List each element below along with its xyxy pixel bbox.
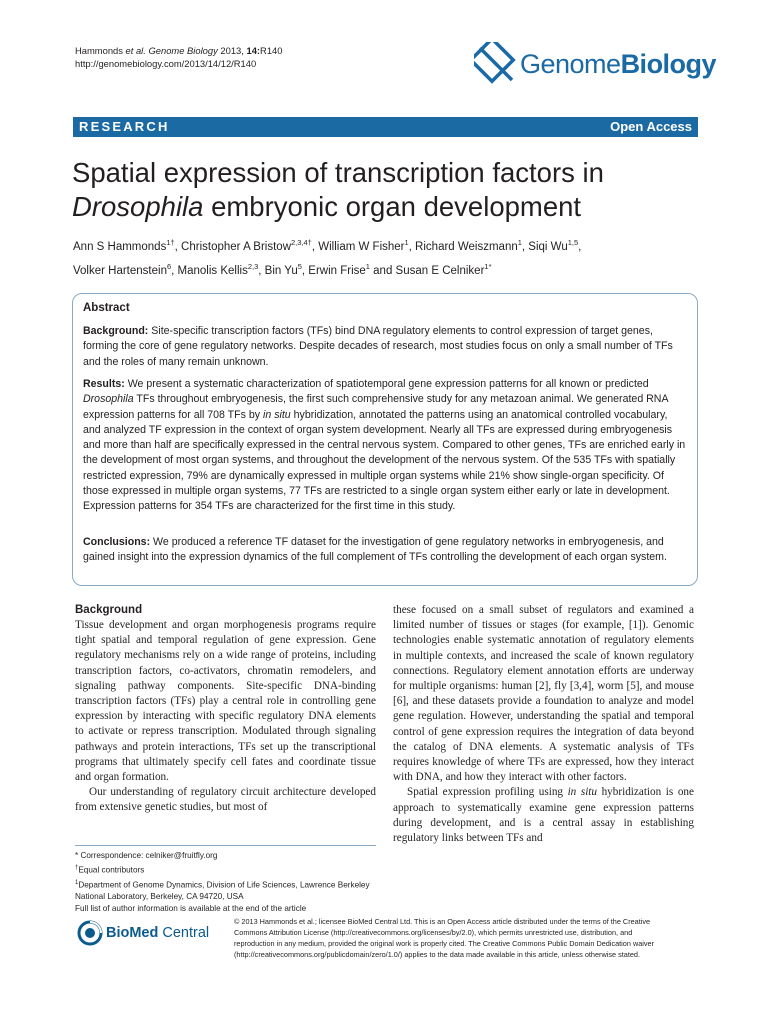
background-label: Background: <box>83 325 149 337</box>
results-text-c: hybridization, annotated the patterns using an anatomical controlled vocabulary, and analyzed TF expression in the context of organ system development. Nearly all TFs are expressed during embryogenesis and more than half are specifically expressed in the central nervous system. Compared to other genes, TFs are enriched early in the development of most organ systems, and throughout the development of the nervous system. Of the 535 TFs with spatially restricted expression, 79% are dynamically expressed in multiple organ systems while 21% show single-organ specificity. Of those expressed in multiple organ systems, 77 TFs are restricted to a single organ system either early or late in development. Expression patterns for 354 TFs are characterized for the first time in this study. <box>83 408 686 513</box>
abstract-results <box>83 377 687 515</box>
results-italic-2: in situ <box>263 408 291 421</box>
paragraph-text: Spatial expression profiling using <box>407 786 568 799</box>
section-heading-background: Background <box>75 604 143 616</box>
footnotes <box>75 845 376 915</box>
title-line-2 <box>72 190 702 224</box>
open-access-label: Open Access <box>610 119 692 134</box>
paragraph-text: hybridization is one approach to systematically examine gene expression patterns during development, and is a central assay in establishing regulatory links between TFs and <box>393 786 694 845</box>
genome-biology-logo <box>474 42 717 86</box>
title-line-1: Spatial expression of transcription factors in <box>72 157 604 188</box>
logo-text-bold: Biology <box>620 49 717 79</box>
paragraph-italic: in situ <box>567 786 598 799</box>
abstract-conclusions <box>83 535 687 566</box>
citation-volume: 14: <box>246 45 261 56</box>
body-paragraph: Tissue development and organ morphogenesis programs require tight spatial and temporal regulation of gene expression. Gene regulatory mechanisms rely on a wide range of proteins, including transcription factors, co-activators, chromatin remodelers, and signaling pathway components. Site-specific DNA-binding transcription factors (TFs) play a central role in controlling gene expression by interacting with specific regulatory DNA elements to activate or repress transcription. Modulated through signaling pathways and protein interactions, TFs set up the transcriptional programs that ultimately specify cell fates and coordinate tissue and organ formation. <box>75 619 376 784</box>
body-left-column <box>75 603 376 816</box>
abstract-box <box>72 293 698 586</box>
results-text-b: TFs throughout embryogenesis, the first such comprehensive study for any metazoan animal. We generated RNA expression patterns for all 708 TFs by <box>83 393 668 421</box>
genome-biology-logo-icon <box>474 42 518 86</box>
conclusions-label: Conclusions: <box>83 536 151 548</box>
bmc-regular: Central <box>158 925 210 941</box>
results-italic-1: Drosophila <box>83 393 134 406</box>
biomed-central-logo-icon <box>76 919 104 947</box>
correspondence-note: * Correspondence: celniker@fruitfly.org <box>75 851 218 860</box>
bmc-bold: BioMed <box>106 925 159 941</box>
body-right-column <box>393 603 694 846</box>
abstract-background <box>83 324 687 370</box>
body-paragraph: Our understanding of regulatory circuit architecture developed from extensive genetic studies, but most of <box>75 786 376 814</box>
conclusions-text: We produced a reference TF dataset for the investigation of gene regulatory networks in embryogenesis, and gained insight into the expression dynamics of the full complement of TFs controlling the development of each organ system. <box>83 536 667 564</box>
correspondence-email[interactable]: celniker@fruitfly.org <box>145 851 218 860</box>
citation-url[interactable]: http://genomebiology.com/2013/14/12/R140 <box>75 58 257 69</box>
license-text: © 2013 Hammonds et al.; licensee BioMed Central Ltd. This is an Open Access article distributed under the terms of the Creative Commons Attribution License (http://creativecommons.org/licenses/by/2.0), which permits unrestricted use, distribution, and reproduction in any medium, provided the original work is properly cited. The Creative Commons Public Domain Dedication waiver (http://creativecommons.org/publicdomain/zero/1.0/) applies to the data made available in this article, unless otherwise stated. <box>234 917 655 959</box>
biomed-central-logo <box>76 919 226 949</box>
citation-article: R140 <box>260 45 283 56</box>
article-title <box>72 156 702 224</box>
title-italic: Drosophila <box>72 191 204 222</box>
full-list-note: Full list of author information is available at the end of the article <box>75 904 307 914</box>
author-list <box>73 233 693 281</box>
background-text: Site-specific transcription factors (TFs) bind DNA regulatory elements to control expression of target genes, forming the core of gene regulatory networks. Despite decades of research, most studies focus on only a small number of TFs and the roles of many remain unknown. <box>83 325 673 368</box>
logo-text <box>520 48 716 80</box>
results-text-a: We present a systematic characterization of spatiotemporal gene expression patterns for all known or predicted <box>124 378 649 390</box>
author-line-2: Volker Hartenstein$^6$, Manolis Kellis$^{2,3}$, Bin Yu$^5$, Erwin Frise$^1$ and Susan E Celniker$^{1*}$ <box>73 261 492 277</box>
author-line-1: Ann S Hammonds$^{1\dagger}$, Christopher A Bristow$^{2,3,4\dagger}$, William W Fisher$^1$, Richard Weiszmann$^1$, Siqi Wu$^{1,5}$, <box>73 238 582 253</box>
affiliation-note: $^1$Department of Genome Dynamics, Division of Life Sciences, Lawrence Berkeley National Laboratory, Berkeley, CA 94720, USA <box>75 879 370 902</box>
article-type-banner <box>73 117 698 137</box>
body-paragraph: these focused on a small subset of regulators and examined a limited number of tissues or stages (for example, [1]). Genomic technologies enable systematic annotation of regulatory elements in multiple contexts, and increased the scale of known regulatory connections. Regulatory element annotation efforts are underway for multiple organisms: human [2], fly [3,4], worm [5], and mouse [6], and these datasets provide a foundation to analyze and model gene regulation. However, understanding the spatial and temporal control of gene expression requires the integration of data beyond the catalog of DNA elements. A systematic analysis of TFs requires knowledge of where TFs are expressed, how they interact with DNA, and how they interact with other factors. <box>393 604 694 784</box>
logo-text-regular: Genome <box>520 49 621 79</box>
citation-line <box>75 44 282 57</box>
citation-etal: et al. <box>125 45 146 56</box>
results-label: Results: <box>83 378 125 390</box>
title-rest: embryonic organ development <box>203 191 582 222</box>
equal-contributors-note: †Equal contributors <box>75 865 145 875</box>
citation-journal: Genome Biology <box>148 45 218 56</box>
body-paragraph <box>393 785 694 846</box>
section-label: RESEARCH <box>79 119 170 134</box>
citation-authors: Hammonds <box>75 45 123 56</box>
bmc-text <box>106 923 209 943</box>
abstract-heading: Abstract <box>83 302 130 314</box>
citation-header <box>75 44 282 70</box>
citation-year: 2013, <box>220 45 244 56</box>
